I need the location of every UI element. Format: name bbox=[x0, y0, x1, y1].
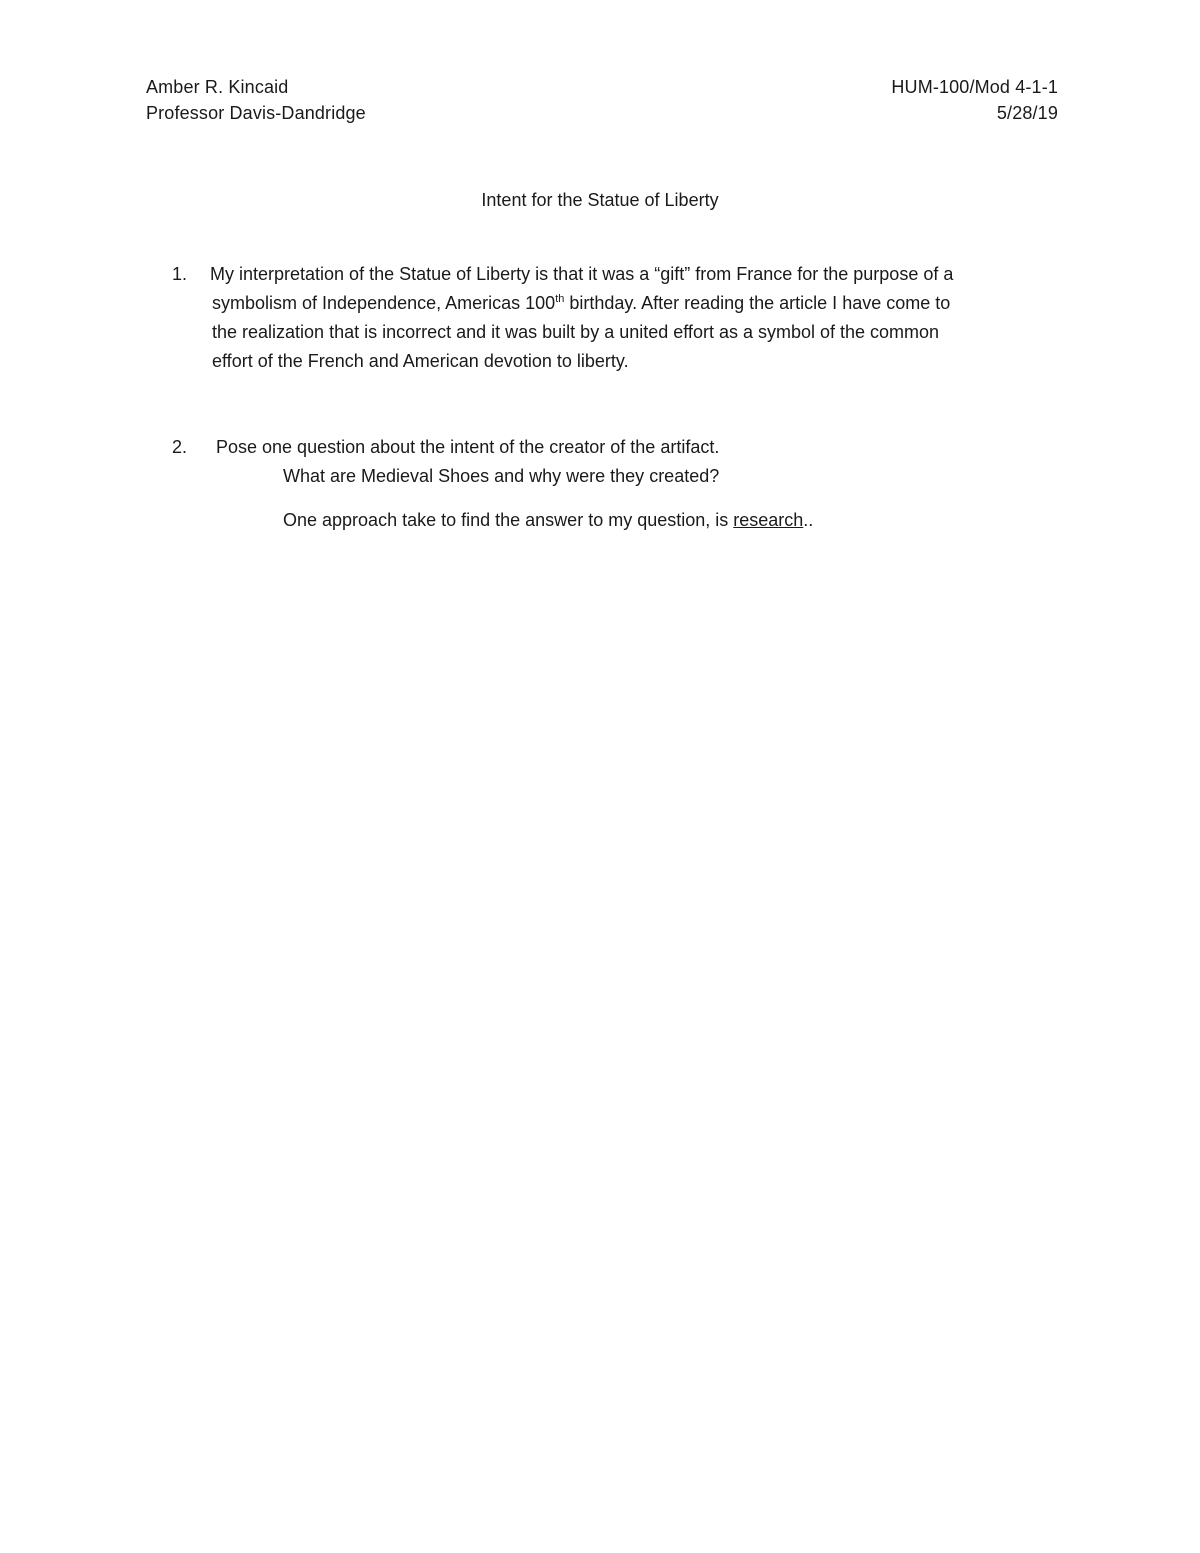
paragraph-line bbox=[212, 289, 950, 318]
approach-line bbox=[283, 506, 813, 535]
paragraph-line: the realization that is incorrect and it was built by a united effort as a symbol of the common bbox=[212, 322, 940, 342]
approach-text: One approach take to find the answer to my question, is bbox=[283, 510, 734, 530]
question-text: What are Medieval Shoes and why were they created? bbox=[283, 466, 720, 486]
professor-name: Professor Davis-Dandridge bbox=[146, 103, 366, 123]
paragraph-line: My interpretation of the Statue of Liberty is that it was a “gift” from France for the purpose of a bbox=[210, 264, 954, 284]
paragraph-text: birthday. After reading the article I have come to bbox=[564, 293, 951, 313]
approach-suffix: .. bbox=[803, 510, 814, 530]
superscript: th bbox=[555, 293, 565, 305]
document-date: 5/28/19 bbox=[996, 103, 1058, 123]
course-code: HUM-100/Mod 4-1-1 bbox=[891, 77, 1058, 97]
list-item-number: 2. bbox=[172, 437, 188, 457]
paragraph-text: symbolism of Independence, Americas 100 bbox=[212, 293, 556, 313]
paragraph-line: effort of the French and American devotion to liberty. bbox=[212, 351, 629, 371]
list-item-number: 1. bbox=[172, 264, 188, 284]
author-name: Amber R. Kincaid bbox=[146, 77, 289, 97]
research-link: research bbox=[733, 510, 804, 530]
question-prompt: Pose one question about the intent of the creator of the artifact. bbox=[216, 437, 720, 457]
page-title: Intent for the Statue of Liberty bbox=[481, 190, 719, 210]
